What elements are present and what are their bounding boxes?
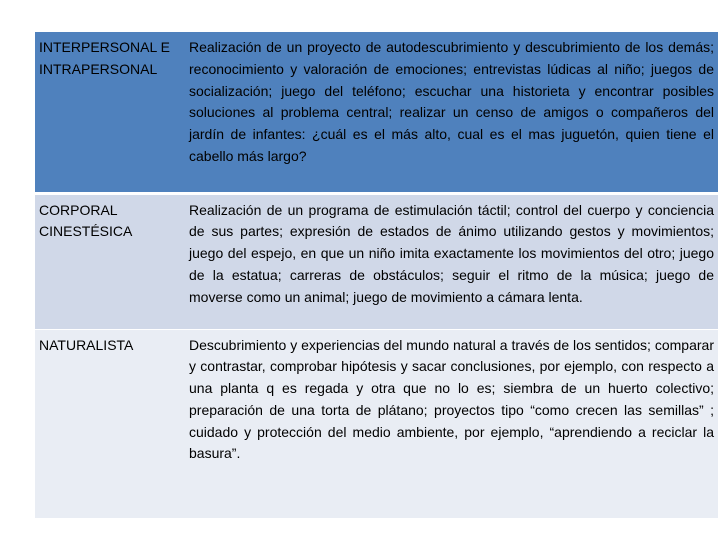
- intelligences-activities-table: [35, 32, 718, 518]
- category-cell: [35, 32, 185, 193]
- description-cell: Realización de un programa de estimulación táctil; control del cuerpo y conciencia de sus partes; expresión de estados de ánimo utilizando gestos y movimientos; juego del espejo, en que un niño imita exactamente los movimientos del otro; juego de la estatua; carreras de obstáculos; seguir el ritmo de la música; juego de moverse como un animal; juego de movimiento a cámara lenta.: [185, 193, 718, 329]
- table-row-interpersonal: [35, 32, 718, 193]
- category-cell: [35, 193, 185, 329]
- table-row-naturalista: [35, 329, 718, 518]
- category-label-line1: NATURALISTA: [39, 336, 134, 353]
- category-label-line2: CINESTÉSICA: [39, 223, 133, 240]
- category-label-line1: CORPORAL: [39, 201, 118, 218]
- description-cell: Realización de un proyecto de autodescubrimiento y descubrimiento de los demás; reconocimiento y valoración de emociones; entrevistas lúdicas al niño; juegos de socialización; juego del teléfono; escuchar una historieta y encontrar posibles soluciones al problema central; realizar un censo de amigos o compañeros del jardín de infantes: ¿cuál es el más alto, cual es el mas juguetón, quien tiene el cabello más largo?: [185, 32, 718, 193]
- category-label-line1: INTERPERSONAL E: [39, 39, 170, 55]
- description-cell: Descubrimiento y experiencias del mundo natural a través de los sentidos; comparar y contrastar, comprobar hipótesis y sacar conclusiones, por ejemplo, con respecto a una planta q es regada y otra que no lo es; siembra de un huerto colectivo; preparación de una torta de plátano; proyectos tipo “como crecen las semillas” ; cuidado y protección del medio ambiente, por ejemplo, “aprendiendo a reciclar la basura”.: [189, 336, 714, 462]
- table-row-corporal: [35, 193, 718, 329]
- category-label-line2: INTRAPERSONAL: [39, 60, 158, 77]
- category-cell: [35, 329, 185, 518]
